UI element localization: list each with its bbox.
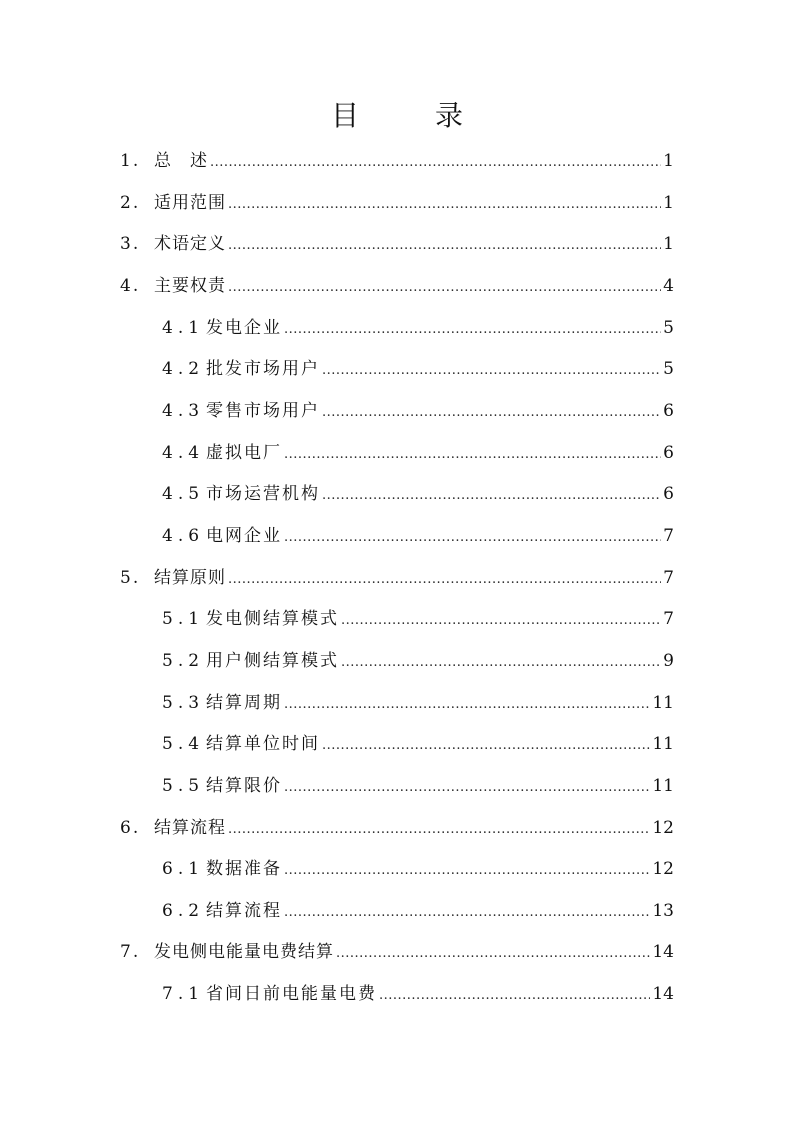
toc-entry-number: 4.4 xyxy=(162,443,205,463)
toc-entry-number: 4.6 xyxy=(162,526,205,546)
toc-entry-number: 4. xyxy=(120,276,141,296)
dot-leader xyxy=(228,273,661,303)
toc-subentry[interactable] xyxy=(162,354,674,384)
toc-subentry[interactable] xyxy=(162,688,674,718)
toc-entry-page: 6 xyxy=(663,484,674,504)
dot-leader xyxy=(341,606,661,636)
dot-leader xyxy=(336,939,650,969)
toc-entry-title: 结算周期 xyxy=(206,693,282,713)
toc-entry-title: 术语定义 xyxy=(154,234,226,254)
toc-entry-page: 11 xyxy=(652,734,674,754)
toc-entry[interactable] xyxy=(120,229,674,259)
toc-entry-number: 6.1 xyxy=(162,859,205,879)
toc-subentry[interactable] xyxy=(162,521,674,551)
toc-entry-number: 5.1 xyxy=(162,609,205,629)
toc-subentry[interactable] xyxy=(162,771,674,801)
dot-leader xyxy=(284,856,650,886)
toc-entry-number: 4.5 xyxy=(162,484,205,504)
dot-leader xyxy=(210,148,661,178)
toc-entry-number: 5.3 xyxy=(162,693,205,713)
toc-entry-number: 6. xyxy=(120,818,141,838)
toc-entry-number: 4.2 xyxy=(162,359,205,379)
dot-leader xyxy=(284,315,661,345)
toc-entry-page: 4 xyxy=(663,276,674,296)
toc-entry-page: 14 xyxy=(652,942,674,962)
dot-leader xyxy=(284,523,661,553)
toc-entry-page: 6 xyxy=(663,401,674,421)
dot-leader xyxy=(228,190,661,220)
toc-subentry[interactable] xyxy=(162,854,674,884)
toc-entry-title: 数据准备 xyxy=(206,859,282,879)
toc-entry-title: 结算单位时间 xyxy=(206,734,320,754)
toc-entry-page: 12 xyxy=(652,818,674,838)
toc-entry-number: 7. xyxy=(120,942,141,962)
toc-entry-page: 7 xyxy=(663,526,674,546)
toc-entry-title: 用户侧结算模式 xyxy=(206,651,339,671)
toc-entry-number: 6.2 xyxy=(162,901,205,921)
toc-entry-number: 3. xyxy=(120,234,141,254)
dot-leader xyxy=(228,565,661,595)
toc-entry[interactable] xyxy=(120,937,674,967)
toc-entry[interactable] xyxy=(120,146,674,176)
toc-entry-number: 5. xyxy=(120,568,141,588)
toc-entry[interactable] xyxy=(120,563,674,593)
dot-leader xyxy=(322,356,661,386)
toc-entry-title: 电网企业 xyxy=(206,526,282,546)
toc-entry-title: 虚拟电厂 xyxy=(206,443,282,463)
toc-entry-title: 批发市场用户 xyxy=(206,359,320,379)
dot-leader xyxy=(322,481,661,511)
toc-entry-page: 11 xyxy=(652,776,674,796)
toc-entry-page: 5 xyxy=(663,359,674,379)
toc-entry-page: 7 xyxy=(663,568,674,588)
toc-entry-title: 省间日前电能量电费 xyxy=(206,984,377,1004)
toc-entry-page: 6 xyxy=(663,443,674,463)
toc-subentry[interactable] xyxy=(162,979,674,1009)
toc-entry[interactable] xyxy=(120,271,674,301)
toc-entry-title: 结算流程 xyxy=(154,818,226,838)
toc-subentry[interactable] xyxy=(162,896,674,926)
toc-entry[interactable] xyxy=(120,813,674,843)
toc-entry-title: 市场运营机构 xyxy=(206,484,320,504)
dot-leader xyxy=(284,773,650,803)
toc-entry-title: 结算限价 xyxy=(206,776,282,796)
dot-leader xyxy=(284,690,650,720)
toc-subentry[interactable] xyxy=(162,604,674,634)
toc-entry-number: 1. xyxy=(120,151,141,171)
toc-entry-title: 发电企业 xyxy=(206,318,282,338)
toc-entry-number: 5.4 xyxy=(162,734,205,754)
toc-entry-title: 结算原则 xyxy=(154,568,226,588)
dot-leader xyxy=(228,815,650,845)
toc-entry-number: 5.2 xyxy=(162,651,205,671)
toc-subentry[interactable] xyxy=(162,479,674,509)
toc-entry-title: 主要权责 xyxy=(154,276,226,296)
toc-entry-number: 4.1 xyxy=(162,318,205,338)
dot-leader xyxy=(341,648,661,678)
toc-entry-page: 5 xyxy=(663,318,674,338)
toc-entry-title: 结算流程 xyxy=(206,901,282,921)
toc-subentry[interactable] xyxy=(162,396,674,426)
toc-entry-page: 7 xyxy=(663,609,674,629)
toc-entry-number: 2. xyxy=(120,193,141,213)
toc-entry-title: 发电侧电能量电费结算 xyxy=(154,942,334,962)
toc-entry-title: 发电侧结算模式 xyxy=(206,609,339,629)
toc-entry-page: 1 xyxy=(663,151,674,171)
toc-entry-title: 适用范围 xyxy=(154,193,226,213)
toc-entry-number: 5.5 xyxy=(162,776,205,796)
toc-entry-number: 7.1 xyxy=(162,984,205,1004)
dot-leader xyxy=(322,398,661,428)
toc-entry-title: 总 述 xyxy=(154,151,208,171)
toc-entry-page: 9 xyxy=(663,651,674,671)
toc-subentry[interactable] xyxy=(162,438,674,468)
toc-entry[interactable] xyxy=(120,188,674,218)
dot-leader xyxy=(284,440,661,470)
toc-entry-page: 11 xyxy=(652,693,674,713)
toc-entry-page: 12 xyxy=(652,859,674,879)
toc-entry-number: 4.3 xyxy=(162,401,205,421)
toc-entry-page: 1 xyxy=(663,193,674,213)
toc-subentry[interactable] xyxy=(162,646,674,676)
toc-entry-page: 1 xyxy=(663,234,674,254)
dot-leader xyxy=(379,981,650,1011)
toc-subentry[interactable] xyxy=(162,729,674,759)
toc-subentry[interactable] xyxy=(162,313,674,343)
toc-entry-page: 13 xyxy=(652,901,674,921)
page-title: 目 录 xyxy=(330,99,487,132)
toc-entry-page: 14 xyxy=(652,984,674,1004)
toc-entry-title: 零售市场用户 xyxy=(206,401,320,421)
dot-leader xyxy=(284,898,650,928)
dot-leader xyxy=(322,731,650,761)
dot-leader xyxy=(228,231,661,261)
